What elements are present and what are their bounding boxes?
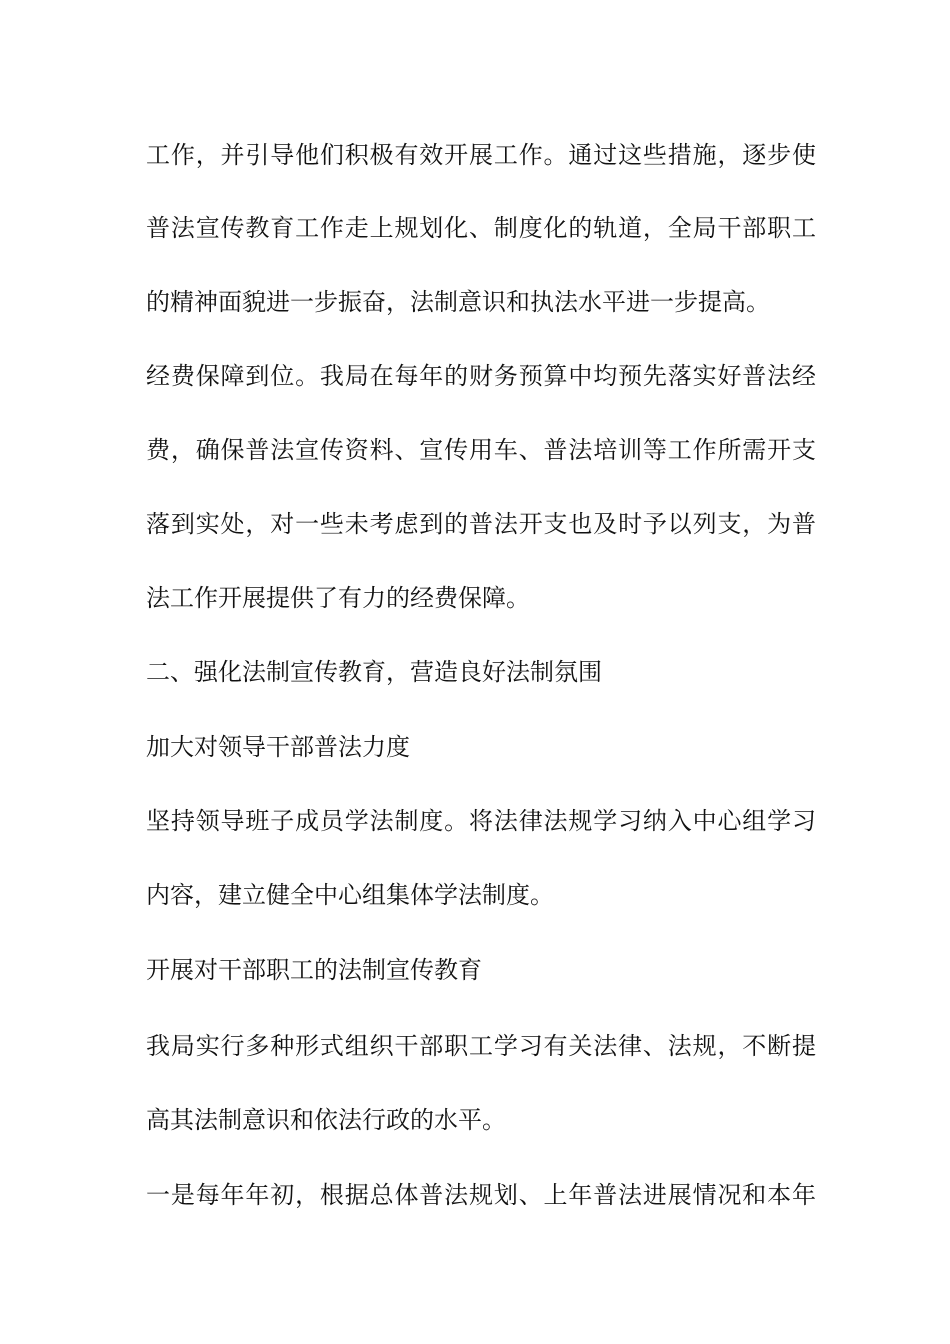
subsection-heading: 加大对领导干部普法力度 — [146, 733, 410, 761]
text-line: 经费保障到位。我局在每年的财务预算中均预先落实好普法经 — [146, 362, 816, 390]
text-line: 工作，并引导他们积极有效开展工作。通过这些措施，逐步使 — [146, 141, 816, 169]
section-heading: 二、强化法制宣传教育，营造良好法制氛围 — [146, 658, 602, 686]
text-line: 一是每年年初，根据总体普法规划、上年普法进展情况和本年 — [146, 1181, 816, 1209]
text-line: 我局实行多种形式组织干部职工学习有关法律、法规，不断提 — [146, 1032, 816, 1060]
text-line: 普法宣传教育工作走上规划化、制度化的轨道，全局干部职工 — [146, 214, 816, 242]
subsection-heading: 开展对干部职工的法制宣传教育 — [146, 956, 482, 984]
text-line: 法工作开展提供了有力的经费保障。 — [146, 584, 530, 612]
text-line: 落到实处，对一些未考虑到的普法开支也及时予以列支，为普 — [146, 510, 816, 538]
text-line: 费，确保普法宣传资料、宣传用车、普法培训等工作所需开支 — [146, 436, 816, 464]
text-line: 坚持领导班子成员学法制度。将法律法规学习纳入中心组学习 — [146, 807, 816, 835]
text-line: 的精神面貌进一步振奋，法制意识和执法水平进一步提高。 — [146, 288, 770, 316]
text-line: 内容，建立健全中心组集体学法制度。 — [146, 881, 554, 909]
text-line: 高其法制意识和依法行政的水平。 — [146, 1106, 506, 1134]
